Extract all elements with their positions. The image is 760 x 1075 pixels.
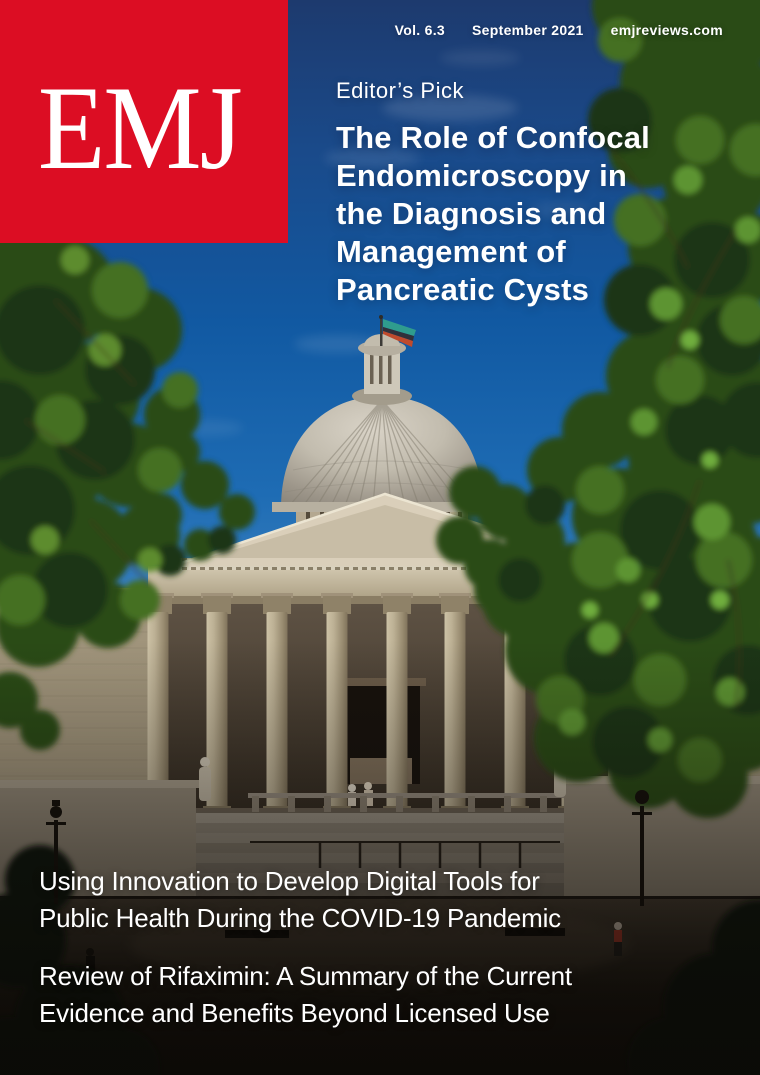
volume-label: Vol. 6.3: [394, 22, 446, 38]
kicker: Editor’s Pick: [336, 78, 464, 103]
title-line: Endomicroscopy in: [336, 158, 628, 193]
teaser-line: Review of Rifaximin: A Summary of the Current: [39, 961, 572, 991]
teaser-line: Evidence and Benefits Beyond Licensed Use: [39, 998, 550, 1028]
teaser-line: Using Innovation to Develop Digital Tools for: [39, 866, 540, 896]
title-line: the Diagnosis and: [336, 196, 607, 231]
logo-box: [0, 0, 288, 243]
masthead-bar: [395, 22, 723, 38]
article-teaser-2: [39, 958, 572, 1032]
title-line: Pancreatic Cysts: [336, 272, 590, 307]
issue-date: September 2021: [472, 22, 584, 38]
emj-logo: EMJ: [37, 60, 241, 194]
cover-title: [336, 119, 650, 309]
article-teaser-1: [39, 863, 561, 937]
title-line: The Role of Confocal: [336, 120, 650, 155]
website-url: emjreviews.com: [610, 22, 723, 38]
teaser-line: Public Health During the COVID-19 Pandemic: [39, 903, 561, 933]
title-line: Management of: [336, 234, 566, 269]
